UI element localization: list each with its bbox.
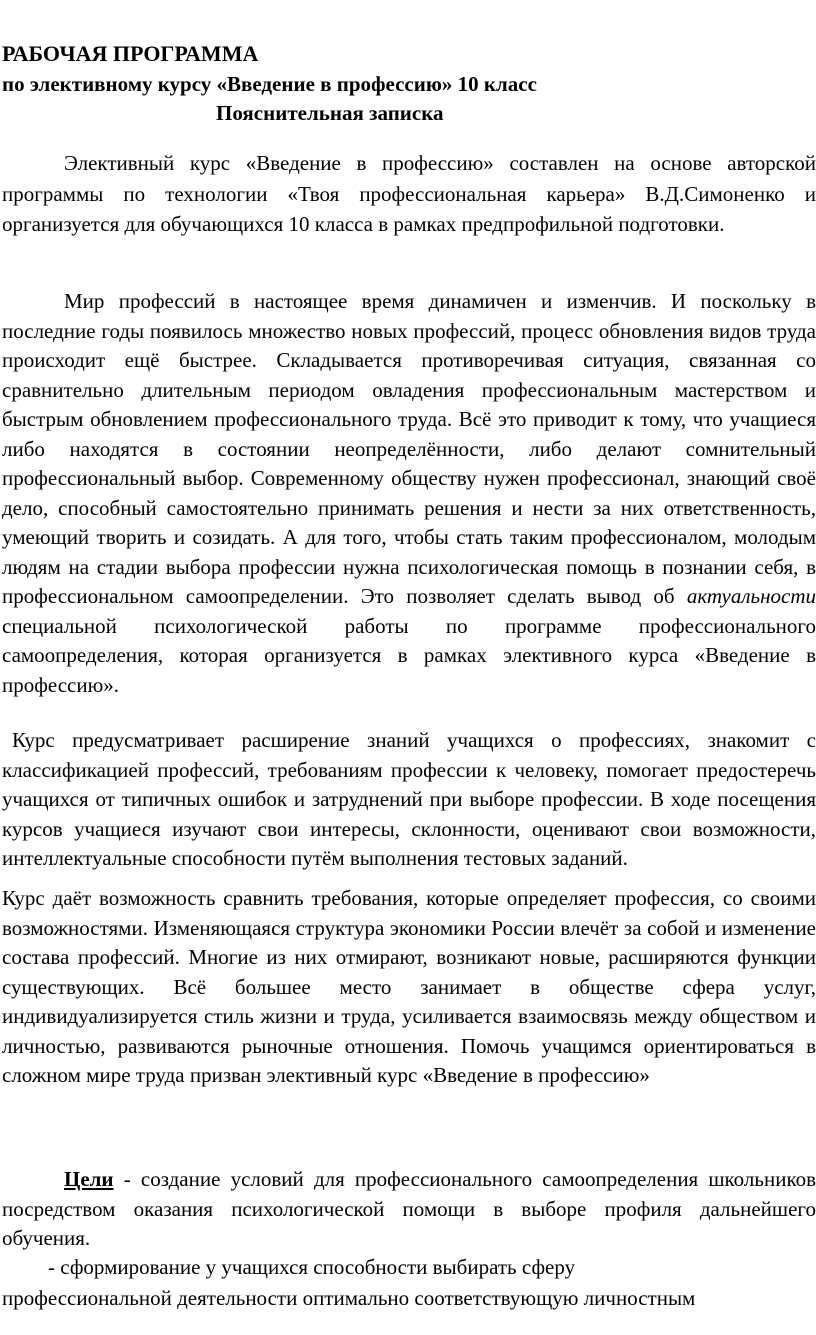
document-title: РАБОЧАЯ ПРОГРАММА: [2, 41, 259, 66]
paragraph-goal-item: [2, 1252, 816, 1314]
paragraph-text: специальной психологической работы по программе профессионального самоопределения, которая организуется в рамках элективного курса «Введение в профессию».: [2, 613, 816, 697]
paragraph-course-overview: Курс предусматривает расширение знаний учащихся о профессиях, знакомит с классификацией профессий, требованиям профессии к человеку, помогает предостеречь учащихся от типичных ошибок и затруднений при выборе профессии. В ходе посещения курсов учащиеся изучают свои интересы, склонности, оценивают свои возможности, интеллектуальные способности путём выполнения тестовых заданий.: [2, 728, 816, 870]
paragraph-course-opportunity: Курс даёт возможность сравнить требования, которые определяет профессия, со своими возможностями. Изменяющаяся структура экономики России влечёт за собой и изменение состава профессий. Многие из них отмирают, возникают новые, расширяются функции существующих. Всё большее место занимает в обществе сфера услуг, индивидуализируется стиль жизни и труда, усиливается взаимосвязь между обществом и личностью, развиваются рыночные отношения. Помочь учащимся ориентироваться в сложном мире труда призван элективный курс «Введение в профессию»: [2, 886, 816, 1087]
section-heading: Пояснительная записка: [216, 101, 444, 125]
goal-item-line: - сформирование у учащихся способности выбирать сферу: [48, 1255, 576, 1279]
document-subtitle: по элективному курсу «Введение в профессию» 10 класс: [2, 72, 537, 96]
goal-item-line: профессиональной деятельности оптимально соответствующую личностным: [2, 1286, 696, 1310]
goals-label: Цели: [64, 1167, 114, 1191]
paragraph-text: Мир профессий в настоящее время динамичен и изменчив. И поскольку в последние годы появилось множество новых профессий, процесс обновления видов труда происходит ещё быстрее. Складывается противоречивая ситуация, связанная со сравнительно длительным периодом овладения профессиональным мастерством и быстрым обновлением профессионального труда. Всё это приводит к тому, что учащиеся либо находятся в состоянии неопределённости, либо делают сомнительный профессиональный выбор. Современному обществу нужен профессионал, знающий своё дело, способный самостоятельно принимать решения и нести за них ответственность, умеющий творить и созидать. А для того, чтобы стать таким профессионалом, молодым людям на стадии выбора профессии нужна психологическая помощь в познании себя, в профессиональном самоопределении. Это позволяет сделать вывод об: [2, 289, 816, 608]
goals-text: - создание условий для профессионального самоопределения школьников посредством оказания психологической помощи в выборе профиля дальнейшего обучения.: [2, 1167, 816, 1250]
paragraph-goals: [2, 1165, 816, 1254]
paragraph-intro: Элективный курс «Введение в профессию» составлен на основе авторской программы по технологии «Твоя профессиональная карьера» В.Д.Симоненко и организуется для обучающихся 10 класса в рамках предпрофильной подготовки.: [2, 151, 816, 236]
italic-term: актуальности: [686, 584, 816, 608]
paragraph-world-of-professions: [2, 287, 816, 700]
